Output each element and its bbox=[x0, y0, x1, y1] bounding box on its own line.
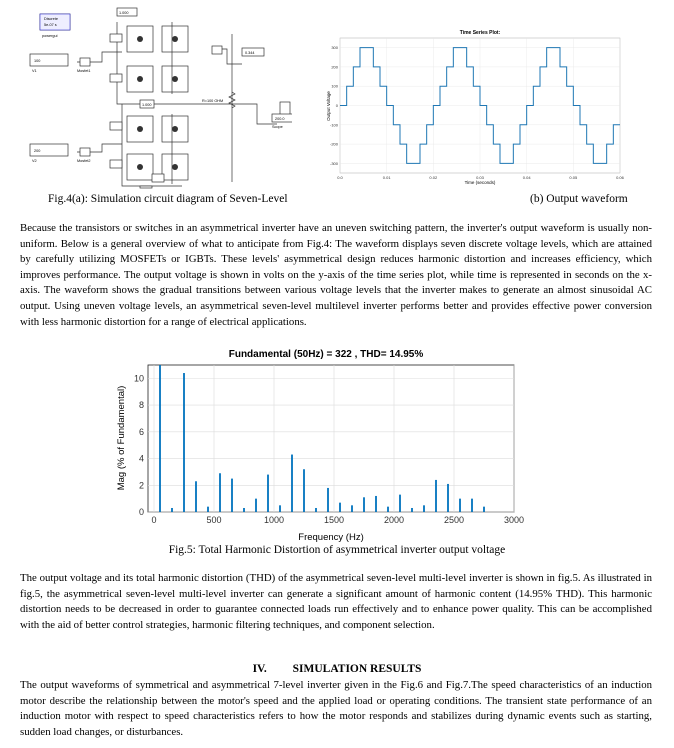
chart-bar bbox=[159, 365, 161, 512]
chart-bar bbox=[363, 497, 365, 512]
fig5-caption: Fig.5: Total Harmonic Distortion of asymmetrical inverter output voltage bbox=[168, 544, 506, 556]
waveform-y-tick-label: 0 bbox=[335, 103, 338, 108]
waveform-x-tick-label: 0.03 bbox=[476, 175, 484, 180]
circuit-label: 5e-07 s bbox=[44, 23, 57, 27]
waveform-y-tick-label: 300 bbox=[331, 45, 338, 51]
chart-plot-area bbox=[148, 365, 514, 512]
waveform-y-tick-label: 100 bbox=[331, 83, 338, 89]
chart-bar bbox=[423, 505, 425, 512]
chart-bar bbox=[267, 475, 269, 512]
chart-y-tick-label: 8 bbox=[138, 400, 144, 411]
circuit-diagram bbox=[22, 4, 292, 190]
waveform-y-tick-label: -300 bbox=[329, 160, 338, 166]
chart-bar bbox=[303, 469, 305, 512]
chart-x-tick-label: 0 bbox=[151, 515, 157, 525]
chart-bar bbox=[195, 481, 197, 512]
circuit-label: R=100 OHM bbox=[202, 99, 224, 103]
waveform-y-tick-label: -200 bbox=[329, 141, 338, 147]
chart-bar bbox=[387, 507, 389, 512]
chart-y-tick-label: 6 bbox=[138, 426, 144, 437]
chart-bar bbox=[399, 495, 401, 512]
output-waveform-plot bbox=[300, 26, 630, 186]
chart-bar bbox=[279, 505, 281, 512]
chart-bar bbox=[315, 508, 317, 512]
chart-bar bbox=[483, 507, 485, 512]
chart-y-tick-label: 0 bbox=[138, 507, 144, 517]
waveform-x-tick-label: 0.04 bbox=[522, 175, 531, 180]
chart-x-tick-label: 500 bbox=[206, 515, 222, 525]
chart-bar bbox=[411, 508, 413, 512]
chart-bar bbox=[435, 480, 437, 512]
waveform-title: Time Series Plot: bbox=[459, 30, 501, 36]
chart-y-tick-label: 2 bbox=[138, 480, 144, 491]
chart-bar bbox=[183, 373, 185, 512]
circuit-label: V2 bbox=[32, 159, 37, 163]
chart-ylabel: Mag (% of Fundamental) bbox=[116, 385, 127, 491]
circuit-label: V1 bbox=[32, 69, 37, 73]
circuit-label: Discrete bbox=[44, 17, 58, 21]
chart-bar bbox=[327, 488, 329, 512]
chart-x-tick-label: 1000 bbox=[263, 515, 285, 525]
circuit-value: 100 bbox=[34, 59, 41, 63]
chart-bar bbox=[459, 499, 461, 512]
chart-bar bbox=[339, 503, 341, 512]
waveform-x-tick-label: 0.0 bbox=[337, 175, 343, 180]
circuit-value: 200 bbox=[34, 149, 41, 153]
paragraph-waveform-overview: Because the transistors or switches in an asymmetrical inverter have an uneven switching pattern, the inverter's output waveform is usually non-uniform. Below is a general overview of what to anticipate from Fig.4: The waveform displays seven discrete voltage levels, which are attained by carefully utilizing MOSFETs or IGBTs. These levels' asymmetrical design reduces harmonic distortion and increases efficiency, which improves performance. The output voltage is shown in volts on the y-axis of the time series plot, while time is represented in seconds on the x-axis. The waveform shows the gradual transitions between various voltage levels that the inverter makes to generate an almost sinusoidal AC output. Using uneven voltage levels, an asymmetrical seven-level multilevel inverter performs better and provides effective power conversion with less harmonic distortion for a range of electrical applications. bbox=[20, 222, 652, 328]
chart-title: Fundamental (50Hz) = 322 , THD= 14.95% bbox=[228, 349, 424, 360]
chart-bar bbox=[171, 508, 173, 512]
chart-bar bbox=[255, 499, 257, 512]
chart-bar bbox=[219, 473, 221, 512]
circuit-value: 1.000 bbox=[142, 103, 152, 107]
circuit-label: Scope bbox=[272, 125, 283, 129]
fig4a-caption: Fig.4(a): Simulation circuit diagram of Seven-Level bbox=[48, 193, 288, 205]
chart-bar bbox=[447, 484, 449, 512]
chart-bar bbox=[231, 479, 233, 512]
circuit-value: 0.344 bbox=[245, 51, 255, 55]
chart-bar bbox=[243, 508, 245, 512]
chart-bar bbox=[375, 496, 377, 512]
chart-bar bbox=[291, 455, 293, 512]
waveform-ylabel: Output Voltage bbox=[326, 91, 331, 121]
waveform-x-tick-label: 0.01 bbox=[382, 175, 391, 180]
chart-bar bbox=[207, 507, 209, 512]
chart-x-tick-label: 2500 bbox=[443, 515, 465, 525]
chart-x-tick-label: 3000 bbox=[503, 515, 525, 525]
circuit-label: Mosfet2 bbox=[77, 159, 91, 163]
waveform-y-tick-label: 200 bbox=[331, 64, 338, 70]
circuit-value: 1.000 bbox=[119, 11, 129, 15]
paragraph-simulation-results: The output waveforms of symmetrical and asymmetrical 7-level inverter given in the Fig.6 and Fig.7.The speed characteristics of an induction motor describe the relationship between the motor's speed and the applied load or operating conditions. The transient state performance of an induction motor with respect to speed characteristics refers to how the motor responds and stabilizes during dynamic events such as starting, sudden load changes, or disturbances. bbox=[20, 679, 652, 738]
chart-bar bbox=[351, 505, 353, 512]
waveform-x-tick-label: 0.05 bbox=[569, 175, 578, 180]
paragraph-thd-discussion: The output voltage and its total harmonic distortion (THD) of the asymmetrical seven-level multi-level inverter is shown in fig.5. As illustrated in fig.5, the asymmetrical seven-level multi-level inverter can generate a significant amount of harmonic content (14.95% THD). This harmonic distortion needs to be decreased in order to guarantee connected loads run effectively and to enhance power quality. This can be accomplished with the aid of better control strategies, harmonic filtering techniques, and component selection. bbox=[20, 572, 652, 631]
circuit-label: powergui bbox=[42, 34, 58, 38]
waveform-xlabel: Time (seconds) bbox=[464, 180, 496, 185]
circuit-value: 200.0 bbox=[275, 117, 285, 121]
chart-bar bbox=[471, 499, 473, 512]
waveform-x-tick-label: 0.06 bbox=[616, 175, 624, 180]
section-heading: IV. SIMULATION RESULTS bbox=[252, 663, 422, 675]
chart-y-tick-label: 10 bbox=[133, 373, 144, 384]
chart-x-tick-label: 1500 bbox=[323, 515, 345, 525]
chart-x-tick-label: 2000 bbox=[383, 515, 405, 525]
waveform-x-tick-label: 0.02 bbox=[429, 175, 438, 180]
fig4b-caption: (b) Output waveform bbox=[530, 193, 628, 205]
chart-xlabel: Frequency (Hz) bbox=[298, 532, 364, 543]
waveform-y-tick-label: -100 bbox=[329, 122, 338, 128]
circuit-label: Mosfet1 bbox=[77, 69, 91, 73]
thd-chart bbox=[108, 345, 538, 545]
chart-y-tick-label: 4 bbox=[138, 453, 144, 464]
